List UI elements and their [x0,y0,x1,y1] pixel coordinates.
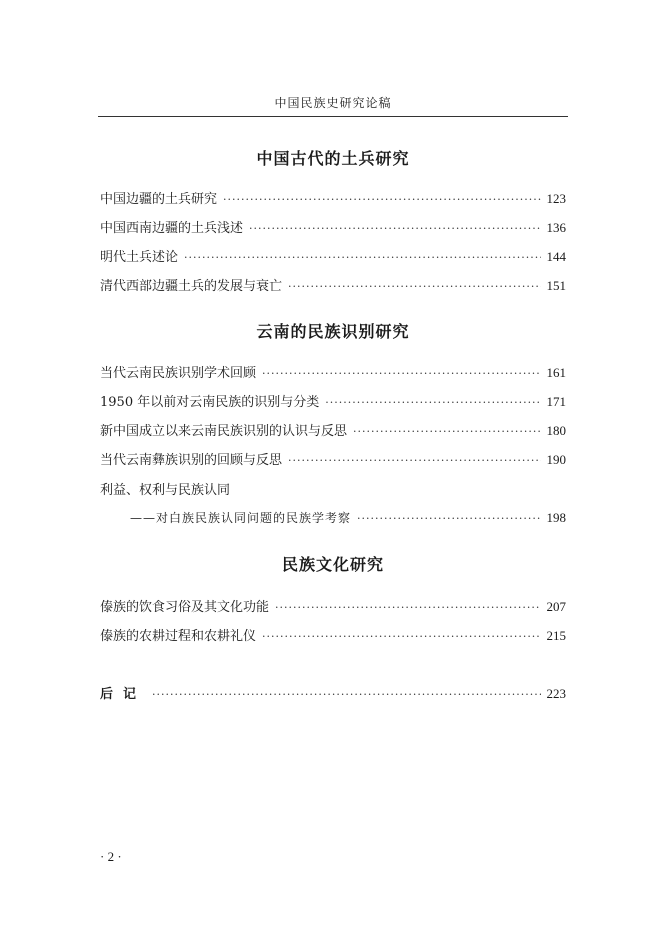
toc-entry[interactable] [100,188,566,208]
toc-entry-page: 144 [546,249,566,264]
toc-entry-page: 223 [546,686,566,701]
toc-entry-page: 207 [546,599,566,614]
toc-entry-afterword[interactable] [100,683,566,703]
dot-leader [184,251,540,264]
toc-entry-page: 180 [546,423,566,438]
dot-leader [152,688,540,701]
toc-entry[interactable] [100,449,566,469]
toc-entry-title: 中国西南边疆的土兵浅述 [100,221,244,236]
toc-entry-title: 明代土兵述论 [100,250,179,265]
section-title-identification: 云南的民族识别研究 [256,322,410,341]
toc-entry-page: 198 [546,510,566,525]
toc-entry-page: 215 [546,628,566,643]
header-rule [98,116,568,117]
toc-entry-page: 136 [546,220,566,235]
running-header: 中国民族史研究论稿 [274,96,392,110]
toc-entry-page: 171 [546,394,566,409]
dot-leader [353,425,540,438]
toc-entry-title: 傣族的饮食习俗及其文化功能 [100,600,270,615]
dot-leader [275,601,540,614]
toc-entry[interactable] [100,391,566,411]
toc-entry[interactable] [100,275,566,295]
toc-entry[interactable] [100,246,566,266]
toc-entry[interactable] [100,217,566,237]
toc-entry-title: 当代云南民族识别学术回顾 [100,366,257,381]
dot-leader [262,367,540,380]
dot-leader [288,280,540,293]
toc-entry[interactable] [100,420,566,440]
toc-entry[interactable] [100,596,566,616]
afterword-title: 后记 [100,687,147,702]
dot-leader [249,222,540,235]
section-title-soldiers: 中国古代的土兵研究 [256,149,410,168]
toc-entry-title: 新中国成立以来云南民族识别的认识与反思 [100,424,348,439]
page-number: · 2 · [100,849,122,864]
toc-entry-title: 傣族的农耕过程和农耕礼仪 [100,629,257,644]
toc-entry-subtitle: ——对白族民族认同问题的民族学考察 [130,511,352,525]
dot-leader [223,193,540,206]
toc-entry-page: 123 [546,191,566,206]
toc-entry-title: 1950 年以前对云南民族的识别与分类 [100,395,320,410]
toc-entry[interactable] [130,509,566,529]
dot-leader [262,630,540,643]
toc-entry-page: 190 [546,452,566,467]
dot-leader [288,454,540,467]
toc-entry-page: 161 [546,365,566,380]
toc-entry-title[interactable]: 利益、权利与民族认同 [100,483,231,498]
toc-entry-title: 中国边疆的土兵研究 [100,192,218,207]
toc-entry-page: 151 [546,278,566,293]
dot-leader [357,512,540,525]
section-title-culture: 民族文化研究 [281,555,384,574]
toc-entry[interactable] [100,625,566,645]
toc-entry-title: 当代云南彝族识别的回顾与反思 [100,453,283,468]
dot-leader [325,396,540,409]
toc-entry-title: 清代西部边疆土兵的发展与衰亡 [100,279,283,294]
toc-entry[interactable] [100,362,566,382]
